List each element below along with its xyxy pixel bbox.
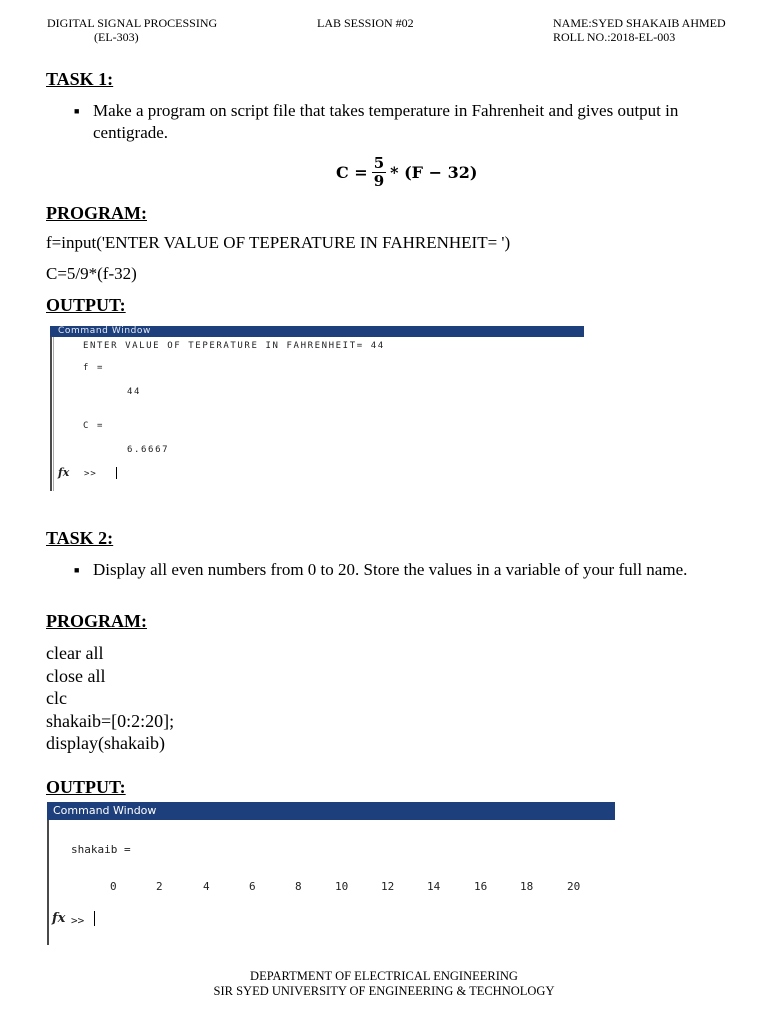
command-window xyxy=(47,802,615,945)
prompt-output-line: ENTER VALUE OF TEPERATURE IN FAHRENHEIT= 44 xyxy=(83,341,385,351)
formula-numerator: 5 xyxy=(373,153,385,172)
array-value: 2 xyxy=(156,880,163,893)
task2-description: Display all even numbers from 0 to 20. Store the values in a variable of your full name. xyxy=(93,560,688,579)
task1-code-line: f=input('ENTER VALUE OF TEPERATURE IN FAHRENHEIT= ') xyxy=(46,233,511,252)
array-value: 10 xyxy=(335,880,349,893)
window-left-border-inner xyxy=(53,337,54,491)
student-name: NAME:SYED SHAKAIB AHMED xyxy=(553,16,726,30)
formula-denominator: 9 xyxy=(373,171,385,190)
task2-code-line: clc xyxy=(46,688,67,708)
function-fx-icon[interactable]: fx xyxy=(58,466,70,479)
task1-program-heading: PROGRAM: xyxy=(46,203,147,223)
command-window-title: Command Window xyxy=(50,326,584,337)
array-value: 16 xyxy=(474,880,488,893)
task2-output-heading: OUTPUT: xyxy=(46,777,126,797)
window-left-border xyxy=(47,820,49,945)
task2-code-line: display(shakaib) xyxy=(46,733,165,753)
array-value: 12 xyxy=(381,880,395,893)
array-value: 14 xyxy=(427,880,441,893)
course-title: DIGITAL SIGNAL PROCESSING xyxy=(47,16,218,30)
task1-bullet xyxy=(74,100,734,144)
window-left-border xyxy=(50,337,52,491)
header-student xyxy=(553,16,726,44)
variable-name: f = xyxy=(83,363,105,373)
footer-university: SIR SYED UNIVERSITY OF ENGINEERING & TECHNOLOGY xyxy=(213,984,555,998)
formula-fraction xyxy=(372,155,386,190)
task2-bullet xyxy=(74,559,734,581)
task2-program-heading: PROGRAM: xyxy=(46,611,147,631)
variable-name: C = xyxy=(83,421,105,431)
formula-lhs: C = xyxy=(336,162,368,182)
header-course xyxy=(47,16,217,44)
array-value: 20 xyxy=(567,880,581,893)
text-cursor xyxy=(116,467,117,479)
command-window xyxy=(50,326,584,491)
variable-value: 6.6667 xyxy=(127,445,170,455)
footer-department: DEPARTMENT OF ELECTRICAL ENGINEERING xyxy=(250,969,518,983)
command-prompt[interactable]: >> xyxy=(84,469,97,479)
variable-value: 44 xyxy=(127,387,142,397)
bullet-square-icon: ■ xyxy=(74,565,80,575)
task2-code-line: shakaib=[0:2:20]; xyxy=(46,711,175,731)
course-code: (EL-303) xyxy=(94,30,139,44)
text-cursor xyxy=(94,911,95,926)
task2-code-line: close all xyxy=(46,666,106,686)
bullet-square-icon: ■ xyxy=(74,106,80,116)
array-value: 8 xyxy=(295,880,302,893)
formula xyxy=(336,150,477,194)
task2-code-line: clear all xyxy=(46,643,104,663)
array-value: 0 xyxy=(110,880,117,893)
task1-heading: TASK 1: xyxy=(46,69,114,89)
command-prompt[interactable]: >> xyxy=(71,914,85,927)
formula-rhs: * (F − 32) xyxy=(390,162,478,182)
array-value: 6 xyxy=(249,880,256,893)
array-value: 4 xyxy=(203,880,210,893)
task1-code-line: C=5/9*(f-32) xyxy=(46,264,137,283)
lab-session-label: LAB SESSION #02 xyxy=(317,16,414,30)
roll-number: ROLL NO.:2018-EL-003 xyxy=(553,30,676,44)
array-value: 18 xyxy=(520,880,534,893)
task1-output-heading: OUTPUT: xyxy=(46,295,126,315)
task2-heading: TASK 2: xyxy=(46,528,114,548)
command-window-title: Command Window xyxy=(47,802,615,820)
task1-description: Make a program on script file that takes temperature in Fahrenheit and gives output in centigrade. xyxy=(93,101,679,142)
function-fx-icon[interactable]: fx xyxy=(52,911,66,926)
variable-name: shakaib = xyxy=(71,843,131,856)
